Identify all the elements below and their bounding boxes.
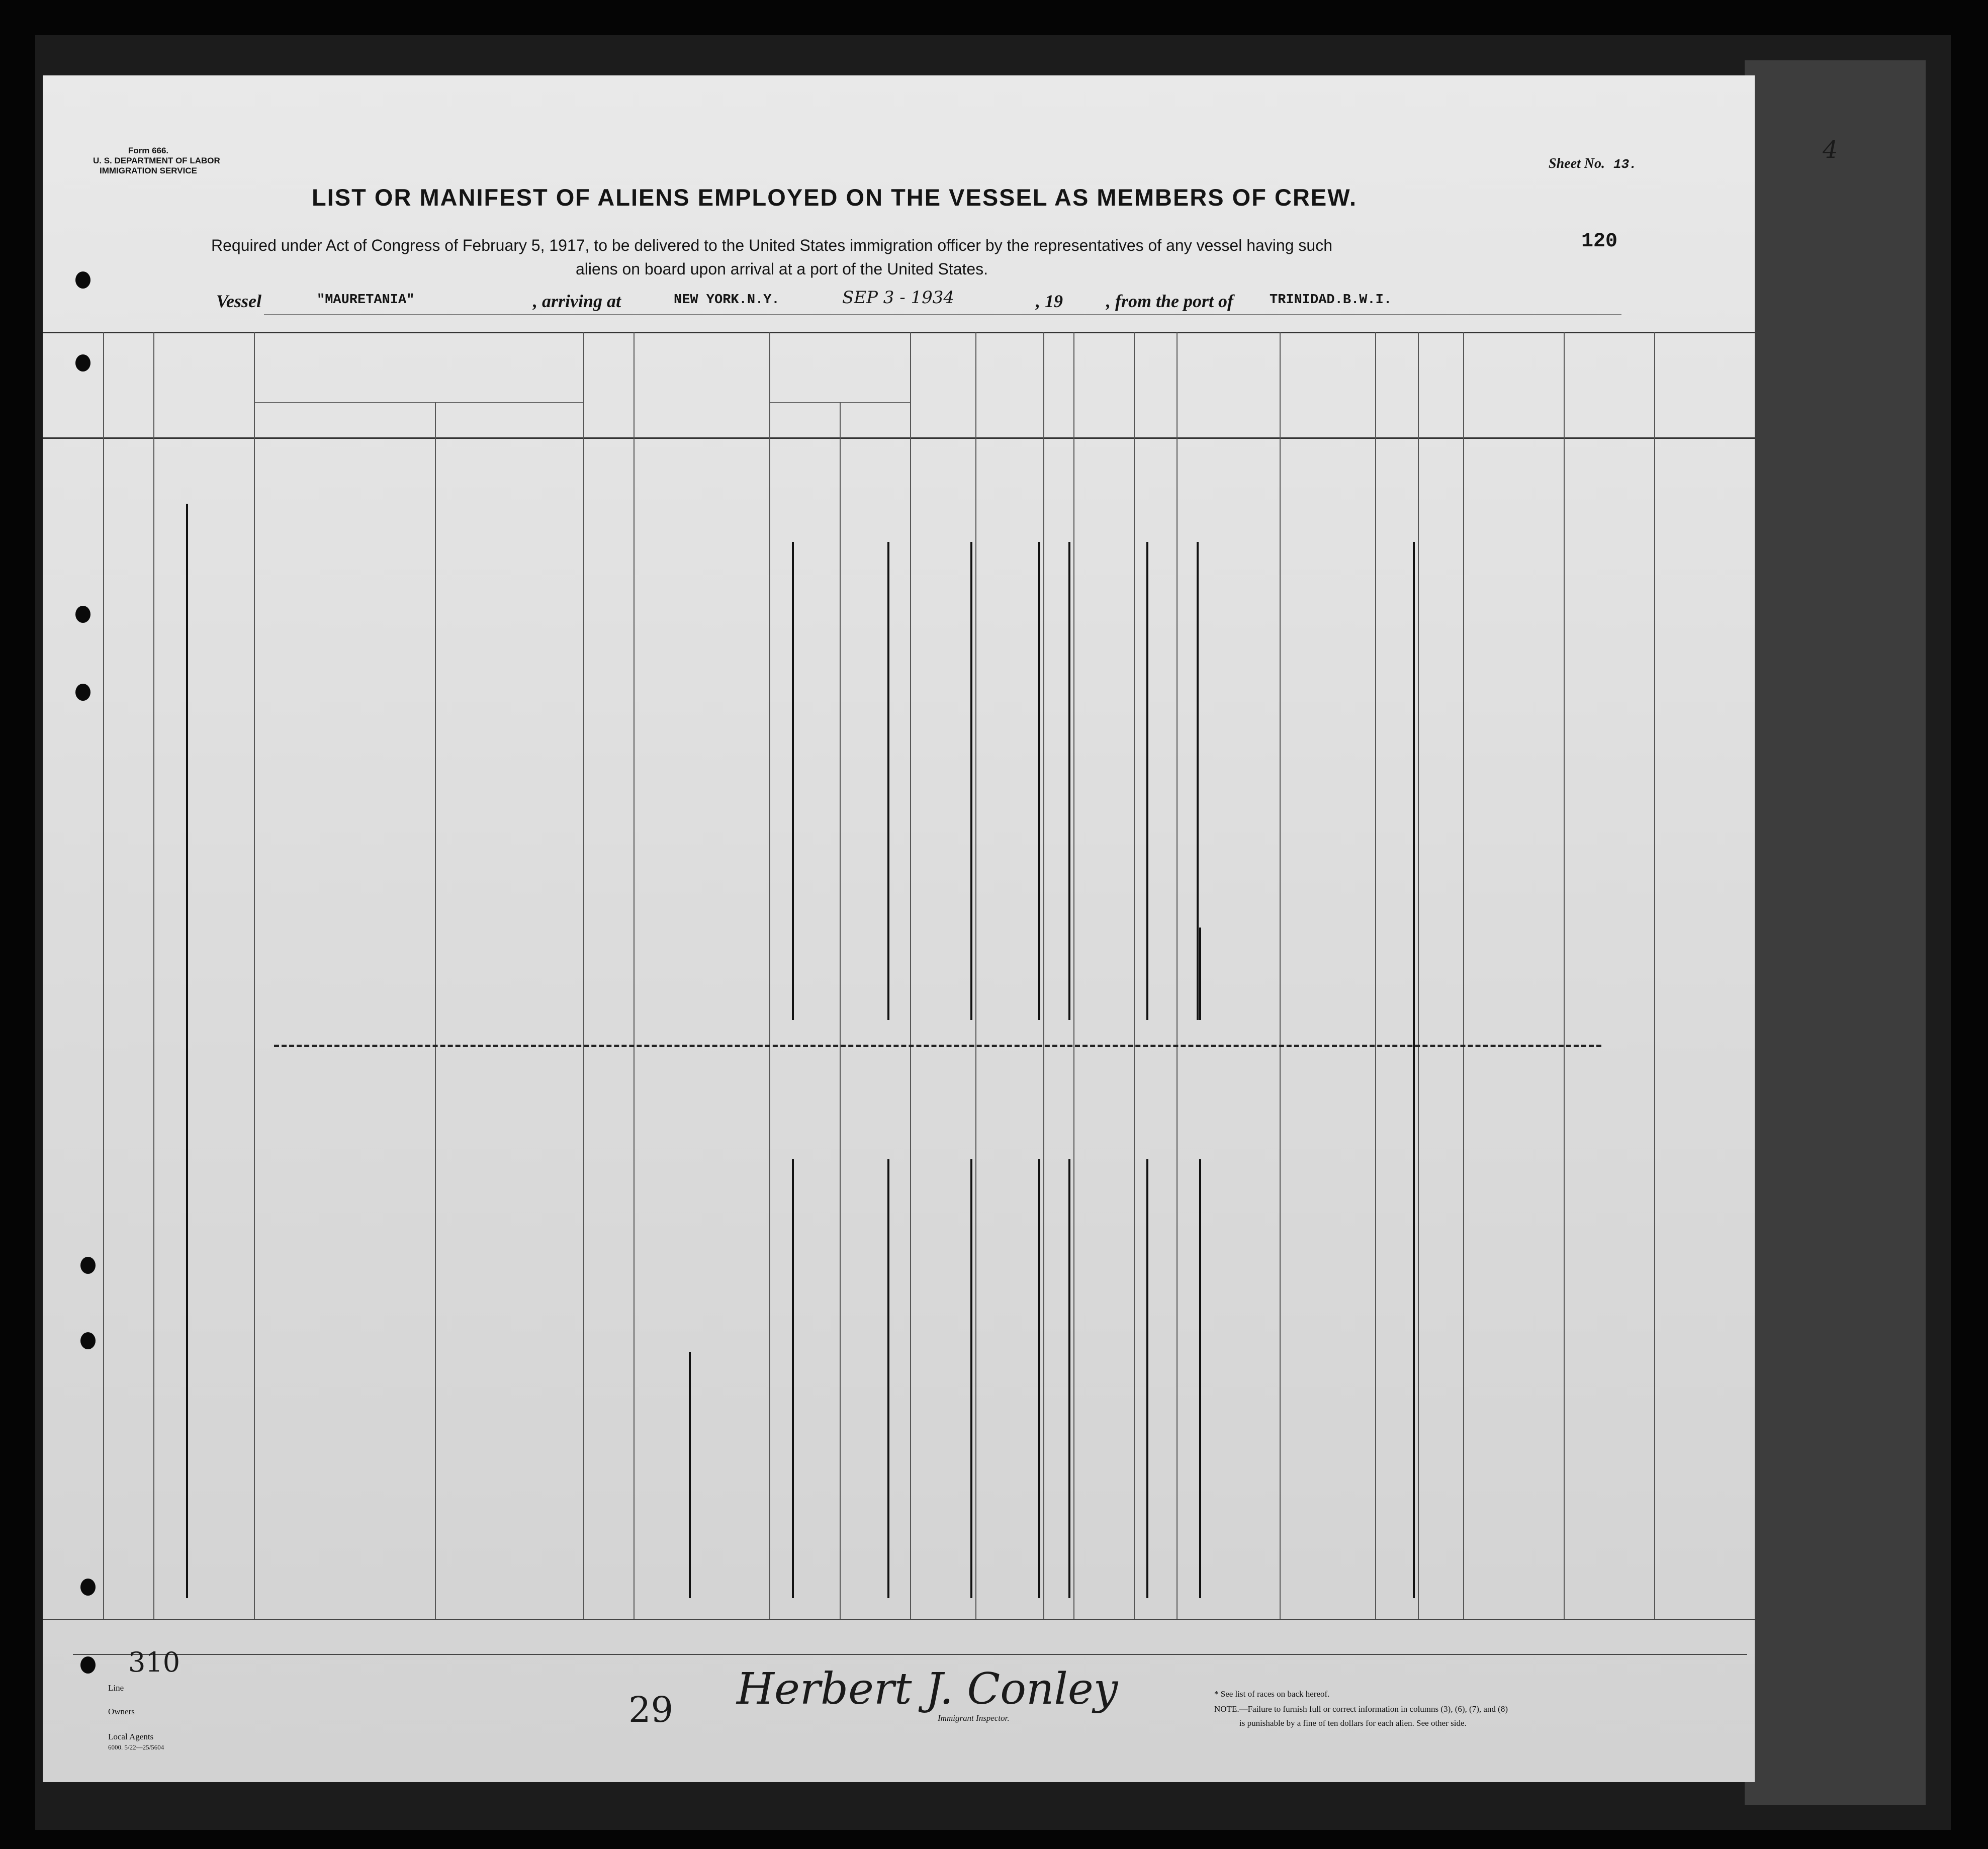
page-title: LIST OR MANIFEST OF ALIENS EMPLOYED ON THE VESSEL AS MEMBERS OF CREW. — [312, 184, 1358, 211]
manifest-sheet — [43, 75, 1838, 1782]
inspector-signature: Herbert J. Conley — [737, 1664, 1118, 1714]
column-rule — [103, 332, 104, 1619]
vessel-label: Vessel — [216, 291, 261, 311]
owners-label: Owners — [108, 1707, 135, 1716]
column-rule — [1134, 332, 1135, 1619]
name-subrule — [254, 402, 583, 403]
column-rule — [1043, 332, 1044, 1619]
ditto-mark — [1038, 1159, 1040, 1599]
column-rule — [583, 332, 584, 1619]
stamp-number: 120 — [1581, 230, 1618, 253]
sheet-value: 13. — [1613, 157, 1637, 172]
races-note: * See list of races on back hereof. — [1214, 1689, 1330, 1699]
ditto-mark — [1197, 542, 1199, 1020]
form-service: IMMIGRATION SERVICE — [100, 166, 197, 175]
departure-port: TRINIDAD.B.W.I. — [1270, 293, 1392, 308]
ditto-mark — [1199, 1159, 1201, 1599]
column-rule — [1654, 332, 1655, 1619]
arrival-port: NEW YORK.N.Y. — [674, 293, 780, 308]
ditto-mark — [1068, 542, 1070, 1020]
column-rule — [1564, 332, 1565, 1619]
vessel-name: "MAURETANIA" — [317, 293, 415, 308]
underlying-page — [1745, 60, 1926, 1805]
ditto-mark — [887, 542, 889, 1020]
ditto-mark — [689, 1352, 691, 1598]
ditto-mark — [970, 542, 972, 1020]
ditto-mark — [970, 1159, 972, 1599]
column-rule — [1073, 332, 1074, 1619]
penalty-note-cont: is punishable by a fine of ten dollars for each alien. See other side. — [1239, 1718, 1467, 1728]
subtitle-line-1: Required under Act of Congress of February 5, 1917, to be delivered to the United States immigration officer by the representatives of any vessel having such — [211, 236, 1332, 254]
arriving-label: , arriving at — [533, 291, 621, 311]
column-rule — [975, 332, 976, 1619]
ditto-mark — [1199, 928, 1201, 1020]
local-agents-label: Local Agents — [108, 1732, 154, 1741]
table-top-rule — [43, 332, 1755, 333]
line-value: 310 — [128, 1646, 180, 1678]
column-rule — [1418, 332, 1419, 1619]
handwritten-count: 29 — [628, 1689, 674, 1730]
column-rule — [254, 332, 255, 1619]
line-label: Line — [108, 1683, 124, 1693]
column-rule — [1177, 332, 1178, 1619]
sheet-label: Sheet No. — [1549, 156, 1605, 171]
form-department: U. S. DEPARTMENT OF LABOR — [93, 156, 220, 165]
column-rule — [1463, 332, 1464, 1619]
header-bottom-rule — [43, 437, 1755, 439]
ditto-mark — [792, 1159, 794, 1599]
column-rule — [840, 402, 841, 1619]
table-bottom-rule — [43, 1619, 1755, 1620]
form-number: Form 666. — [128, 146, 169, 155]
year-label: , 19 — [1036, 291, 1063, 311]
ditto-mark — [1146, 542, 1148, 1020]
ditto-mark — [1068, 1159, 1070, 1599]
column-rule — [435, 402, 436, 1619]
port-label: , from the port of — [1106, 291, 1234, 311]
ditto-mark — [1146, 1159, 1148, 1599]
ditto-mark — [186, 504, 188, 1599]
penalty-note: NOTE.—Failure to furnish full or correct information in columns (3), (6), (7), and (8) — [1214, 1704, 1508, 1714]
ditto-mark — [792, 542, 794, 1020]
inspector-label: Immigrant Inspector. — [938, 1713, 1010, 1723]
column-rule — [910, 332, 911, 1619]
row-16-separator — [274, 1045, 1601, 1047]
ditto-mark — [1038, 542, 1040, 1020]
ditto-mark — [887, 1159, 889, 1599]
ditto-mark — [1413, 542, 1415, 1598]
column-rule — [769, 332, 770, 1619]
column-rule — [1280, 332, 1281, 1619]
column-rule — [153, 332, 154, 1619]
column-rule — [634, 332, 635, 1619]
arrival-date: SEP 3 - 1934 — [842, 288, 955, 308]
print-code: 6000. 5/22—25/5604 — [108, 1743, 164, 1751]
column-rule — [1375, 332, 1376, 1619]
footer-rule — [73, 1654, 1747, 1655]
corner-mark: 4 — [1823, 136, 1838, 164]
subtitle-line-2: aliens on board upon arrival at a port of the United States. — [576, 260, 988, 278]
crew-table — [43, 75, 1755, 1782]
